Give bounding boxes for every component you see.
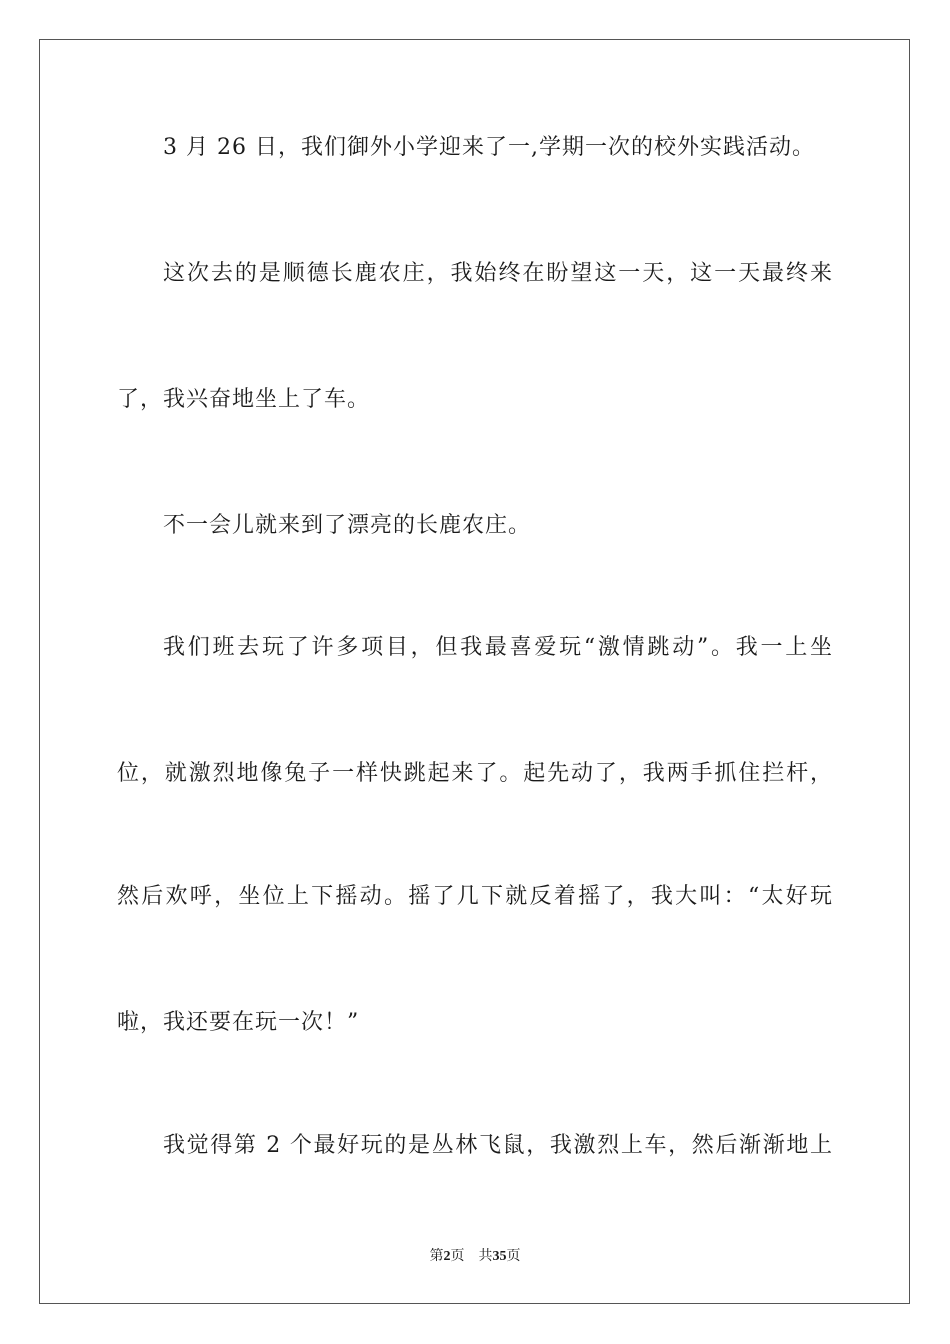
paragraph-line-6: 位，就激烈地像兔子一样快跳起来了。起先动了，我两手抓住拦杆， [117, 761, 833, 786]
paragraph-line-9: 我觉得第 2 个最好玩的是丛林飞鼠，我激烈上车，然后渐渐地上 [163, 1133, 833, 1158]
paragraph-line-8: 啦，我还要在玩一次！” [117, 1010, 360, 1035]
footer-total-pages: 35 [492, 1249, 507, 1264]
paragraph-line-3: 了，我兴奋地坐上了车。 [117, 387, 371, 412]
footer-total-prefix: 共 [478, 1248, 493, 1264]
paragraph-line-5: 我们班去玩了许多项目，但我最喜爱玩“激情跳动”。我一上坐 [163, 635, 833, 660]
page-border [39, 39, 910, 1304]
paragraph-line-4: 不一会儿就来到了漂亮的长鹿农庄。 [163, 513, 532, 538]
paragraph-line-2: 这次去的是顺德长鹿农庄，我始终在盼望这一天，这一天最终来 [163, 261, 833, 286]
paragraph-line-1: 3 月 26 日，我们御外小学迎来了一,学期一次的校外实践活动。 [163, 135, 815, 160]
paragraph-line-7: 然后欢呼，坐位上下摇动。摇了几下就反着摇了，我大叫：“太好玩 [117, 884, 833, 909]
footer-page-suffix: 页 [450, 1248, 465, 1264]
page-footer [0, 1247, 950, 1266]
footer-total-suffix: 页 [506, 1248, 521, 1264]
footer-page-number: 2 [443, 1249, 451, 1264]
footer-page-prefix: 第 [429, 1248, 444, 1264]
